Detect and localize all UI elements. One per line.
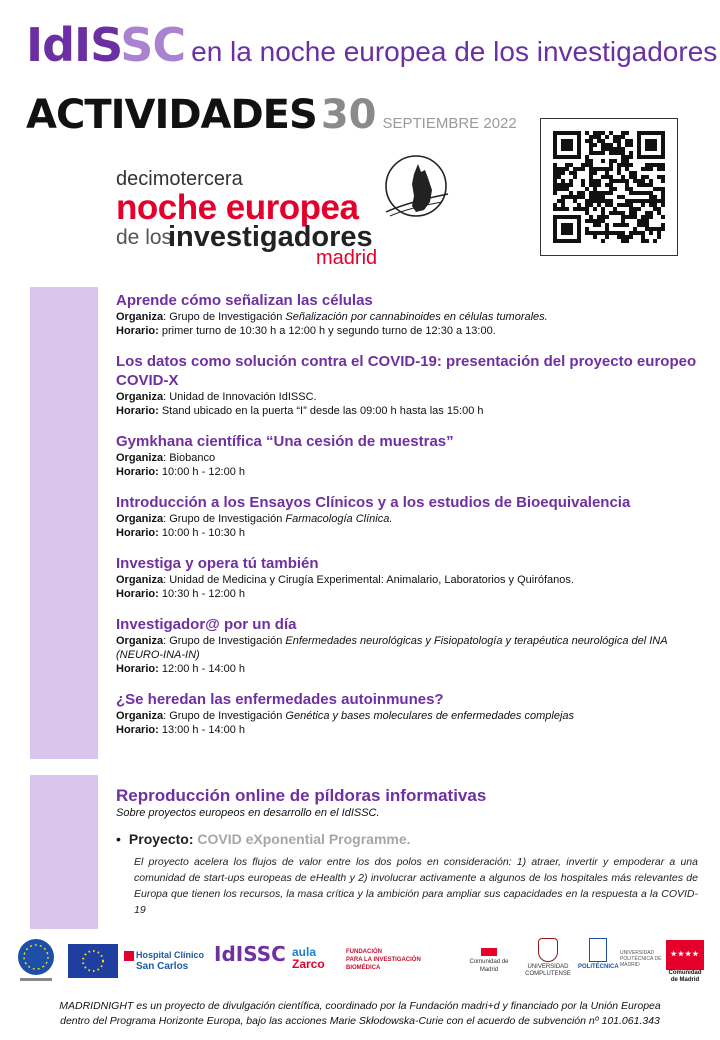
- hr-excellence-logo-icon: [14, 938, 58, 984]
- activity-title: Aprende cómo señalizan las células: [116, 292, 373, 309]
- organizer-italic: Farmacología Clínica.: [285, 513, 393, 525]
- project-dot: .: [406, 831, 411, 847]
- activity-title: Investigador@ por un día: [116, 616, 297, 633]
- online-subtitle: Sobre proyectos europeos en desarrollo en el IdISSC.: [116, 807, 380, 819]
- bullet-icon: •: [116, 831, 121, 847]
- comunidad-big-line2: de Madrid: [670, 977, 700, 983]
- activity-item: [116, 432, 698, 479]
- aula-zarco-line2: Zarco: [292, 957, 325, 971]
- qr-code[interactable]: [540, 118, 678, 256]
- hospital-logo: [124, 950, 208, 972]
- idissc-logo-part-b: SC: [120, 18, 186, 72]
- organizer-italic: Señalización por cannabinoides en células tumorales.: [285, 311, 548, 323]
- schedule-text: 10:00 h - 10:30 h: [161, 527, 246, 539]
- eu-flag-icon: [68, 944, 118, 978]
- horario-label: Horario:: [116, 724, 159, 736]
- organizer-text: Grupo de Investigación: [169, 710, 283, 722]
- activity-schedule: [116, 404, 698, 418]
- activity-organizer: Organiza: Grupo de Investigación Enfermedades neurológicas y Fisiopatología y terapéutica neurológica del INA (NEURO-INA-IN): [116, 635, 668, 661]
- organizer-text: Grupo de Investigación: [169, 311, 283, 323]
- activities-day: 30: [320, 92, 377, 138]
- qr-code-icon: [553, 131, 665, 243]
- horario-label: Horario:: [116, 527, 159, 539]
- schedule-text: 12:00 h - 14:00 h: [161, 663, 246, 675]
- online-title: Reproducción online de píldoras informativas: [116, 786, 487, 805]
- footer-note: [10, 999, 710, 1029]
- politecnica-logo: [578, 938, 618, 971]
- activity-schedule: [116, 324, 698, 338]
- activity-title: Investiga y opera tú también: [116, 555, 319, 572]
- idissc-logo-part-a: IdIS: [26, 18, 121, 72]
- project-description: El proyecto acelera los flujos de valor entre los dos polos en consideración: 1) atraer, invertir y empoderar a una comunidad de start-ups europeas de eHealth y 2) involucrar activamente a algunos de los hospitales más relevantes de Europa que tienen los recursos, la masa crítica y la ambición para ampliar sus capacidades en la respuesta a la COVID-19: [134, 856, 698, 916]
- organizer-text: Biobanco: [169, 452, 216, 464]
- horario-label: Horario:: [116, 325, 159, 337]
- activity-schedule: [116, 723, 698, 737]
- complutense-logo: [520, 938, 576, 978]
- activity-item: [116, 291, 698, 338]
- complutense-shield-icon: [538, 938, 558, 962]
- upm-logo: UNIVERSIDAD POLITÉCNICA DE MADRID: [620, 950, 662, 968]
- schedule-text: 10:30 h - 12:00 h: [161, 588, 246, 600]
- fundacion-logo: [346, 948, 456, 972]
- comunidad-small-logo: [462, 948, 516, 974]
- logo-line-decimotercera: decimotercera: [116, 168, 243, 190]
- activity-organizer: Organiza: Grupo de Investigación Genética y bases moleculares de enfermedades complejas: [116, 710, 575, 722]
- aula-zarco-line1: aula: [292, 945, 317, 959]
- activity-organizer: Organiza: Unidad de Innovación IdISSC.: [116, 391, 317, 403]
- activities-list: [116, 291, 698, 751]
- page-subtitle: en la noche europea de los investigadores: [191, 36, 718, 67]
- activity-item: [116, 493, 698, 540]
- politecnica-text: POLITÉCNICA: [578, 964, 619, 970]
- organiza-label: Organiza: [116, 635, 164, 647]
- schedule-text: Stand ubicado en la puerta “I” desde las 09:00 h hasta las 15:00 h: [161, 405, 484, 417]
- idissc-small-logo: IdISSC: [214, 942, 286, 966]
- organizer-text: Unidad de Innovación IdISSC.: [169, 391, 317, 403]
- complutense-text: UNIVERSIDAD COMPLUTENSE: [525, 964, 571, 977]
- online-section: [116, 786, 698, 918]
- activities-month-year: SEPTIEMBRE 2022: [382, 115, 517, 132]
- fundacion-line1: FUNDACIÓN: [346, 949, 382, 955]
- fundacion-line2: PARA LA INVESTIGACIÓN BIOMÉDICA: [346, 957, 421, 971]
- project-line: [116, 830, 698, 848]
- horario-label: Horario:: [116, 663, 159, 675]
- activity-title: Gymkhana científica “Una cesión de muestras”: [116, 433, 454, 450]
- organizer-text: Unidad de Medicina y Cirugía Experimental: Animalario, Laboratorios y Quirófanos.: [169, 574, 574, 586]
- comunidad-stars-icon: ★★★★: [666, 940, 704, 970]
- schedule-text: 13:00 h - 14:00 h: [161, 724, 246, 736]
- schedule-text: 10:00 h - 12:00 h: [161, 466, 246, 478]
- activity-item: [116, 352, 698, 418]
- activity-title: ¿Se heredan las enfermedades autoinmunes?: [116, 691, 444, 708]
- activity-schedule: [116, 465, 698, 479]
- activity-title: Los datos como solución contra el COVID-19: presentación del proyecto europeo COVID-X: [116, 353, 697, 389]
- comunidad-small-flag-icon: [481, 948, 497, 956]
- logo-line-noche-europea: noche europea: [116, 188, 359, 227]
- organizer-italic: Genética y bases moleculares de enfermedades complejas: [285, 710, 575, 722]
- comunidad-madrid-logo: [666, 940, 704, 984]
- footer-line2: dentro del Programa Horizonte Europa, bajo las acciones Marie Skłodowska-Curie con el acuerdo de subvención nº 101.061.343: [60, 1015, 660, 1027]
- activity-title: Introducción a los Ensayos Clínicos y a los estudios de Bioequivalencia: [116, 494, 631, 511]
- owl-moon-icon: [378, 150, 458, 230]
- aula-zarco-logo: [292, 946, 342, 970]
- activity-schedule: [116, 526, 698, 540]
- project-name[interactable]: COVID eXponential Programme: [197, 831, 407, 847]
- politecnica-shield-icon: [589, 938, 607, 962]
- organiza-label: Organiza: [116, 452, 164, 464]
- page-title: [26, 18, 717, 72]
- schedule-text: primer turno de 10:30 h a 12:00 h y segundo turno de 12:30 a 13:00.: [161, 325, 496, 337]
- logo-line-investigadores: investigadores: [168, 221, 373, 253]
- sidebar-accent-activities: [30, 287, 98, 759]
- activities-heading: [26, 92, 517, 138]
- organizer-italic: Enfermedades neurológicas y Fisiopatología y terapéutica neurológica del INA (NEURO-INA-IN): [116, 635, 668, 661]
- hospital-cross-icon: [124, 951, 134, 961]
- activity-schedule: [116, 587, 698, 601]
- activity-organizer: Organiza: Grupo de Investigación Señalización por cannabinoides en células tumorales.: [116, 311, 548, 323]
- noche-europea-logo: [116, 150, 456, 268]
- comunidad-big-line1: Comunidad: [668, 970, 702, 976]
- activity-organizer: Organiza: Grupo de Investigación Farmacología Clínica.: [116, 513, 393, 525]
- activity-item: [116, 554, 698, 601]
- sponsor-logos: [10, 938, 710, 988]
- logo-line-madrid: madrid: [316, 247, 378, 269]
- activities-word: ACTIVIDADES: [26, 92, 317, 138]
- horario-label: Horario:: [116, 466, 159, 478]
- sidebar-accent-online: [30, 775, 98, 929]
- horario-label: Horario:: [116, 405, 159, 417]
- organizer-text: Grupo de Investigación: [169, 513, 283, 525]
- organiza-label: Organiza: [116, 311, 164, 323]
- activity-organizer: Organiza: Biobanco: [116, 452, 216, 464]
- footer-line1: MADRIDNIGHT es un proyecto de divulgación científica, coordinado por la Fundación madri+d y financiado por la Unión Europea: [59, 1000, 661, 1012]
- comunidad-small-text: Comunidad de Madrid: [469, 959, 509, 973]
- activity-schedule: [116, 662, 698, 676]
- horario-label: Horario:: [116, 588, 159, 600]
- organizer-text: Grupo de Investigación: [169, 635, 283, 647]
- hospital-logo-line2: San Carlos: [136, 960, 189, 972]
- activity-item: [116, 690, 698, 737]
- project-label: Proyecto:: [128, 831, 194, 847]
- hospital-logo-line1: Hospital Clínico: [136, 950, 205, 960]
- activity-organizer: Organiza: Unidad de Medicina y Cirugía Experimental: Animalario, Laboratorios y Quirófanos.: [116, 574, 574, 586]
- organiza-label: Organiza: [116, 574, 164, 586]
- organiza-label: Organiza: [116, 710, 164, 722]
- organiza-label: Organiza: [116, 391, 164, 403]
- logo-line-de-los: de los: [116, 226, 173, 249]
- organiza-label: Organiza: [116, 513, 164, 525]
- activity-item: [116, 615, 698, 676]
